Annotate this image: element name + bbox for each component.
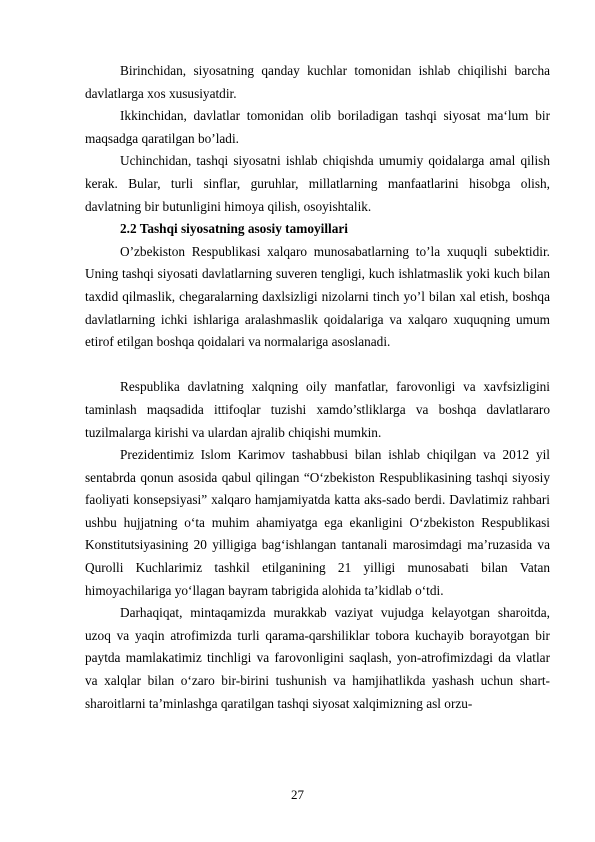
paragraph-respublika: Respublika davlatning xalqning oily manfatlar, farovonligi va xavfsizligini taminlash maqsadida ittifoqlar tuzishi xamdo’stliklarga va boshqa davlatlararo tuzilmalarga kirishi va ulardan ajralib chiqishi mumkin. (85, 379, 550, 440)
blank-line (85, 354, 550, 377)
section-heading: 2.2 Tashqi siyosatning asosiy tamoyillari (120, 221, 348, 237)
paragraph-uchinchidan: Uchinchidan, tashqi siyosatni ishlab chiqishda umumiy qoidalarga amal qilish kerak. Bular, turli sinflar, guruhlar, millatlarning manfaatlarini hisobga olish, davlatning bir butunligini himoya qilish, osoyishtalik. (85, 153, 550, 214)
paragraph-birinchidan: Birinchidan, siyosatning qanday kuchlar tomonidan ishlab chiqilishi barcha davlatlarga xos xususiyatdir. (85, 63, 550, 101)
paragraph-prezident: Prezidentimiz Islom Karimov tashabbusi bilan ishlab chiqilgan va 2012 yil sentabrda qonun asosida qabul qilingan “O‘zbekiston Respublikasining tashqi siyosiy faoliyati konsepsiyasi” xalqaro hamjamiyatda katta aks-sado berdi. Davlatimiz rahbari ushbu hujjatning o‘ta muhim ahamiyatga ega ekanligini O‘zbekiston Respublikasi Konstitutsiyasining 20 yilligiga bag‘ishlangan tantanali marosimdagi ma’ruzasida va Qurolli Kuchlarimiz tashkil etilganining 21 yilligi munosabati bilan Vatan himoyachilariga yo‘llagan bayram tabrigida alohida ta’kidlab o‘tdi. (85, 447, 550, 598)
page-number: 27 (291, 787, 304, 802)
paragraph-darhaqiqat: Darhaqiqat, mintaqamizda murakkab vaziyat vujudga kelayotgan sharoitda, uzoq va yaqin atrofimizda turli qarama-qarshiliklar tobora kuchayib borayotgan bir paytda mamlakatimiz tinchligi va farovonligini saqlash, yon-atrofimizdagi da vlatlar va xalqlar bilan o‘zaro bir-birini tushunish va hamjihatlikda yashash uchun shart-sharoitlarni ta’minlashga qaratilgan tashqi siyosat xalqimizning asl orzu- (85, 605, 550, 711)
paragraph-subekt: O’zbekiston Respublikasi xalqaro munosabatlarning to’la xuquqli subektidir. Uning tashqi siyosati davlatlarning suveren tengligi, kuch ishlatmaslik yoki kuch bilan taxdid qilmaslik, chegaralarning daxlsizligi nizolarni tinch yo’l bilan xal etish, boshqa davlatlarning ichki ishlariga aralashmaslik qoidalariga va xalqaro xuquqning umum etirof etilgan boshqa qoidalari va normalariga asoslanadi. (85, 243, 550, 350)
paragraph-ikkinchidan: Ikkinchidan, davlatlar tomonidan olib boriladigan tashqi siyosat ma‘lum bir maqsadga qaratilgan bo’ladi. (85, 108, 550, 146)
document-body (85, 60, 550, 715)
